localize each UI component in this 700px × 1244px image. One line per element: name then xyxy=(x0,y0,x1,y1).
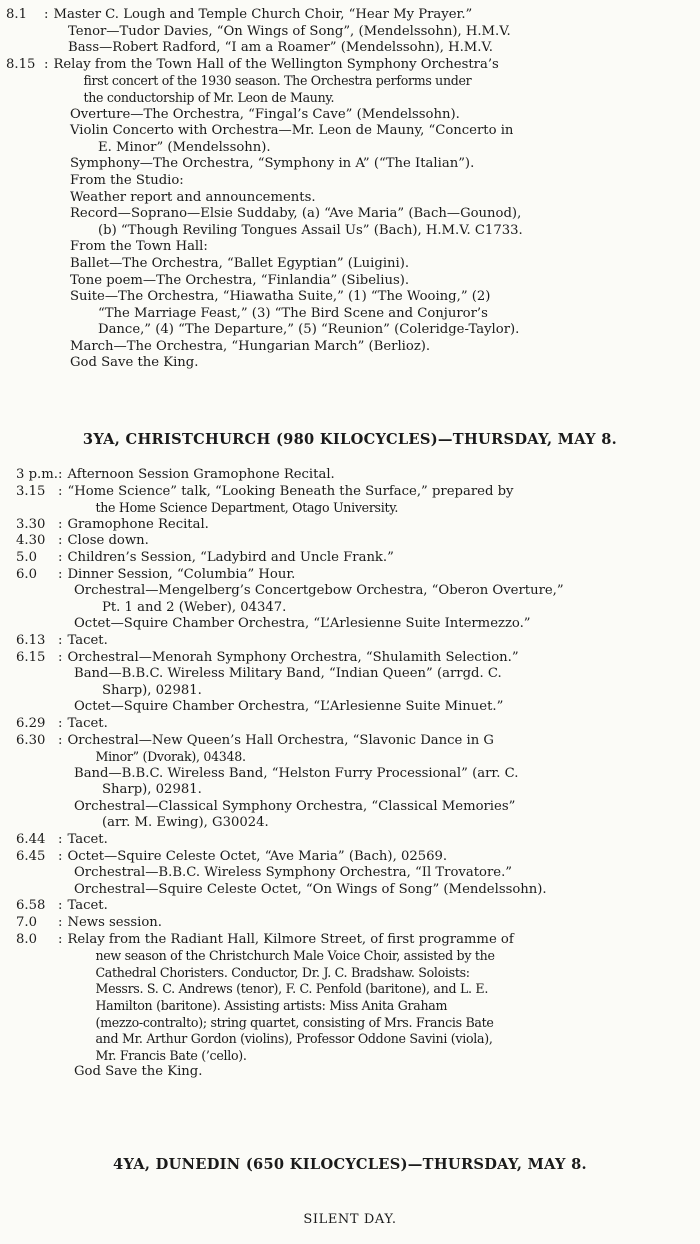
entry-time: 6.44 xyxy=(16,832,46,848)
entry-time: 6.29 xyxy=(16,715,46,731)
programme-line: Afternoon Session Gramophone Recital. xyxy=(67,467,335,482)
programme-line: Sharp), 02981. xyxy=(102,782,202,798)
entry-content xyxy=(67,898,696,915)
programme-line: Octet—Squire Chamber Orchestra, “L’Arlesienne Suite Minuet.” xyxy=(74,699,504,715)
time-separator: : xyxy=(58,832,63,848)
3ya-christchurch-programme xyxy=(16,467,696,1081)
schedule-entry xyxy=(6,7,696,24)
entry-time: 8.1 xyxy=(6,7,27,22)
4ya-dunedin-heading: 4YA, DUNEDIN (650 KILOCYCLES)—THURSDAY, MAY 8. xyxy=(113,1156,587,1173)
programme-item xyxy=(6,355,696,372)
entry-time: 6.0 xyxy=(16,566,37,582)
programme-line: (b) “Though Reviling Tongues Assail Us” (Bach), H.M.V. C1733. xyxy=(98,222,523,238)
programme-line: Tone poem—The Orchestra, “Finlandia” (Sibelius). xyxy=(70,272,410,288)
programme-item xyxy=(6,339,696,356)
programme-line: Dance,” (4) “The Departure,” (5) “Reunion” (Coleridge-Taylor). xyxy=(98,322,520,338)
programme-line: (mezzo-contralto); string quartet, consisting of Mrs. Francis Bate xyxy=(95,1014,494,1030)
programme-line: Close down. xyxy=(67,533,149,549)
programme-item xyxy=(6,123,696,156)
programme-line: (arr. M. Ewing), G30024. xyxy=(102,815,269,831)
programme-line: Octet—Squire Chamber Orchestra, “L’Arlesienne Suite Intermezzo.” xyxy=(74,616,531,632)
time-separator: : xyxy=(58,467,63,482)
3ya-christchurch-heading: 3YA, CHRISTCHURCH (980 KILOCYCLES)—THURSDAY, MAY 8. xyxy=(82,431,618,448)
entry-content xyxy=(67,915,696,932)
programme-item xyxy=(16,799,696,832)
schedule-entry xyxy=(16,517,696,534)
programme-item xyxy=(16,666,696,699)
schedule-entry xyxy=(16,932,696,1065)
programme-line: new season of the Christchurch Male Voice Choir, assisted by the xyxy=(95,948,495,964)
time-separator: : xyxy=(58,533,63,549)
schedule-entry xyxy=(16,484,696,517)
programme-line: Orchestral—B.B.C. Wireless Symphony Orchestra, “Il Trovatore.” xyxy=(74,865,513,881)
programme-line: Record—Soprano—Elsie Suddaby, (a) “Ave Maria” (Bach—Gounod), xyxy=(70,206,522,222)
time-separator: : xyxy=(58,848,63,864)
time-separator: : xyxy=(58,649,63,665)
entry-time: 6.58 xyxy=(16,898,46,914)
programme-line: the Home Science Department, Otago University. xyxy=(95,500,399,516)
programme-line: Octet—Squire Celeste Octet, “Ave Maria” (Bach), 02569. xyxy=(67,848,448,864)
schedule-entry xyxy=(16,567,696,584)
schedule-entry xyxy=(16,832,696,849)
entry-content xyxy=(67,849,696,866)
entry-content xyxy=(67,733,696,766)
programme-line: Gramophone Recital. xyxy=(67,516,209,532)
time-separator: : xyxy=(58,898,63,914)
programme-line: Tacet. xyxy=(67,715,108,731)
entry-content xyxy=(67,484,696,517)
programme-line: Hamilton (baritone). Assisting artists: Miss Anita Graham xyxy=(95,998,448,1013)
schedule-entry xyxy=(16,550,696,567)
programme-line: Tacet. xyxy=(67,832,108,848)
programme-item xyxy=(16,865,696,882)
schedule-entry xyxy=(6,57,696,107)
programme-line: and Mr. Arthur Gordon (violins), Professor Oddone Savini (viola), xyxy=(95,1031,493,1047)
entry-time: 7.0 xyxy=(16,915,37,931)
entry-content xyxy=(67,650,696,667)
schedule-entry xyxy=(16,733,696,766)
programme-line: From the Studio: xyxy=(70,172,184,188)
entry-content xyxy=(67,567,696,584)
programme-line: Dinner Session, “Columbia” Hour. xyxy=(67,566,296,582)
time-separator: : xyxy=(58,632,63,648)
programme-line: Overture—The Orchestra, “Fingal’s Cave” (Mendelssohn). xyxy=(70,106,460,122)
entry-time: 8.0 xyxy=(16,931,37,947)
programme-item xyxy=(6,289,696,339)
programme-item xyxy=(16,766,696,799)
programme-line: Bass—Robert Radford, “I am a Roamer” (Mendelssohn), H.M.V. xyxy=(68,40,493,56)
programme-line: E. Minor” (Mendelssohn). xyxy=(98,139,271,155)
programme-item xyxy=(6,273,696,290)
programme-item xyxy=(6,107,696,124)
programme-item xyxy=(6,24,696,41)
programme-line: Violin Concerto with Orchestra—Mr. Leon de Mauny, “Concerto in xyxy=(70,123,514,139)
entry-content xyxy=(67,467,696,484)
entry-content xyxy=(67,932,696,1065)
programme-line: Relay from the Radiant Hall, Kilmore Street, of first programme of xyxy=(67,931,514,947)
programme-line: Orchestral—New Queen’s Hall Orchestra, “Slavonic Dance in G xyxy=(67,732,494,748)
time-separator: : xyxy=(58,931,63,947)
entry-content xyxy=(67,550,696,567)
programme-line: Tacet. xyxy=(67,632,108,648)
programme-line: “Home Science” talk, “Looking Beneath the Surface,” prepared by xyxy=(67,483,514,499)
entry-time: 3.30 xyxy=(16,516,46,532)
schedule-entry xyxy=(16,716,696,733)
programme-line: Master C. Lough and Temple Church Choir, “Hear My Prayer.” xyxy=(53,7,473,22)
schedule-entry xyxy=(16,849,696,866)
programme-item xyxy=(16,616,696,633)
programme-line: Orchestral—Mengelberg’s Concertgebow Orchestra, “Oberon Overture,” xyxy=(74,583,564,599)
schedule-entry xyxy=(16,898,696,915)
programme-line: “The Marriage Feast,” (3) “The Bird Scene and Conjuror’s xyxy=(98,305,488,321)
schedule-entry xyxy=(16,467,696,484)
programme-line: Cathedral Choristers. Conductor, Dr. J. C. Bradshaw. Soloists: xyxy=(95,964,470,980)
programme-item xyxy=(6,239,696,256)
programme-line: From the Town Hall: xyxy=(70,239,208,255)
programme-line: Pt. 1 and 2 (Weber), 04347. xyxy=(102,599,287,615)
time-separator: : xyxy=(58,516,63,532)
entry-time: 6.13 xyxy=(16,632,46,648)
programme-line: Children’s Session, “Ladybird and Uncle Frank.” xyxy=(67,549,394,565)
programme-item xyxy=(6,156,696,173)
programme-line: Orchestral—Menorah Symphony Orchestra, “Shulamith Selection.” xyxy=(67,649,519,665)
programme-line: Sharp), 02981. xyxy=(102,682,202,698)
programme-line: Minor” (Dvorak), 04348. xyxy=(95,749,246,765)
programme-line: Band—B.B.C. Wireless Band, “Helston Furry Processional” (arr. C. xyxy=(74,765,519,781)
programme-line: Orchestral—Classical Symphony Orchestra, “Classical Memories” xyxy=(74,798,516,814)
time-separator: : xyxy=(58,915,63,931)
programme-line: Messrs. S. C. Andrews (tenor), F. C. Penfold (baritone), and L. E. xyxy=(95,981,489,997)
programme-item xyxy=(6,206,696,239)
entry-time: 4.30 xyxy=(16,533,46,549)
schedule-entry xyxy=(16,650,696,667)
programme-item xyxy=(6,190,696,207)
time-separator: : xyxy=(44,56,49,72)
programme-line: Suite—The Orchestra, “Hiawatha Suite,” (1) “The Wooing,” (2) xyxy=(70,289,491,305)
programme-line: God Save the King. xyxy=(70,355,199,371)
entry-content xyxy=(67,517,696,534)
programme-line: Band—B.B.C. Wireless Military Band, “Indian Queen” (arrgd. C. xyxy=(74,666,502,682)
schedule-entry xyxy=(16,533,696,550)
entry-time: 8.15 xyxy=(6,56,36,72)
programme-line: Symphony—The Orchestra, “Symphony in A” (“The Italian”). xyxy=(70,156,475,172)
programme-line: Relay from the Town Hall of the Wellington Symphony Orchestra’s xyxy=(53,56,499,72)
programme-item xyxy=(16,882,696,899)
programme-item xyxy=(6,173,696,190)
programme-line: Tacet. xyxy=(67,898,108,914)
time-separator: : xyxy=(58,549,63,565)
programme-line: the conductorship of Mr. Leon de Mauny. xyxy=(83,89,335,105)
silent-day-notice: SILENT DAY. xyxy=(303,1212,397,1227)
entry-content xyxy=(67,716,696,733)
entry-content xyxy=(53,57,696,107)
entry-content xyxy=(67,832,696,849)
entry-time: 5.0 xyxy=(16,549,37,565)
programme-line: God Save the King. xyxy=(74,1064,203,1080)
programme-line: first concert of the 1930 season. The Orchestra performs under xyxy=(83,73,472,89)
programme-line: Weather report and announcements. xyxy=(70,189,316,205)
entry-content xyxy=(53,7,696,24)
programme-line: Orchestral—Squire Celeste Octet, “On Wings of Song” (Mendelssohn). xyxy=(74,881,547,897)
entry-content xyxy=(67,633,696,650)
programme-item xyxy=(6,256,696,273)
entry-time: 6.30 xyxy=(16,732,46,748)
programme-item xyxy=(16,583,696,616)
time-separator: : xyxy=(58,715,63,731)
time-separator: : xyxy=(44,7,49,22)
programme-line: News session. xyxy=(67,915,162,931)
programme-line: Ballet—The Orchestra, “Ballet Egyptian” (Luigini). xyxy=(70,255,410,271)
2ya-programme-continued xyxy=(6,7,696,372)
schedule-entry xyxy=(16,633,696,650)
entry-time: 6.15 xyxy=(16,649,46,665)
entry-time: 3.15 xyxy=(16,483,46,499)
entry-time: 3 p.m. xyxy=(16,467,58,482)
time-separator: : xyxy=(58,566,63,582)
programme-item xyxy=(16,699,696,716)
time-separator: : xyxy=(58,483,63,499)
programme-line: Mr. Francis Bate (’cello). xyxy=(95,1047,247,1063)
programme-line: Tenor—Tudor Davies, “On Wings of Song”, (Mendelssohn), H.M.V. xyxy=(68,23,511,39)
programme-item xyxy=(6,40,696,57)
entry-time: 6.45 xyxy=(16,848,46,864)
programme-item xyxy=(16,1064,696,1081)
schedule-entry xyxy=(16,915,696,932)
entry-content xyxy=(67,533,696,550)
time-separator: : xyxy=(58,732,63,748)
programme-line: March—The Orchestra, “Hungarian March” (Berlioz). xyxy=(70,338,431,354)
